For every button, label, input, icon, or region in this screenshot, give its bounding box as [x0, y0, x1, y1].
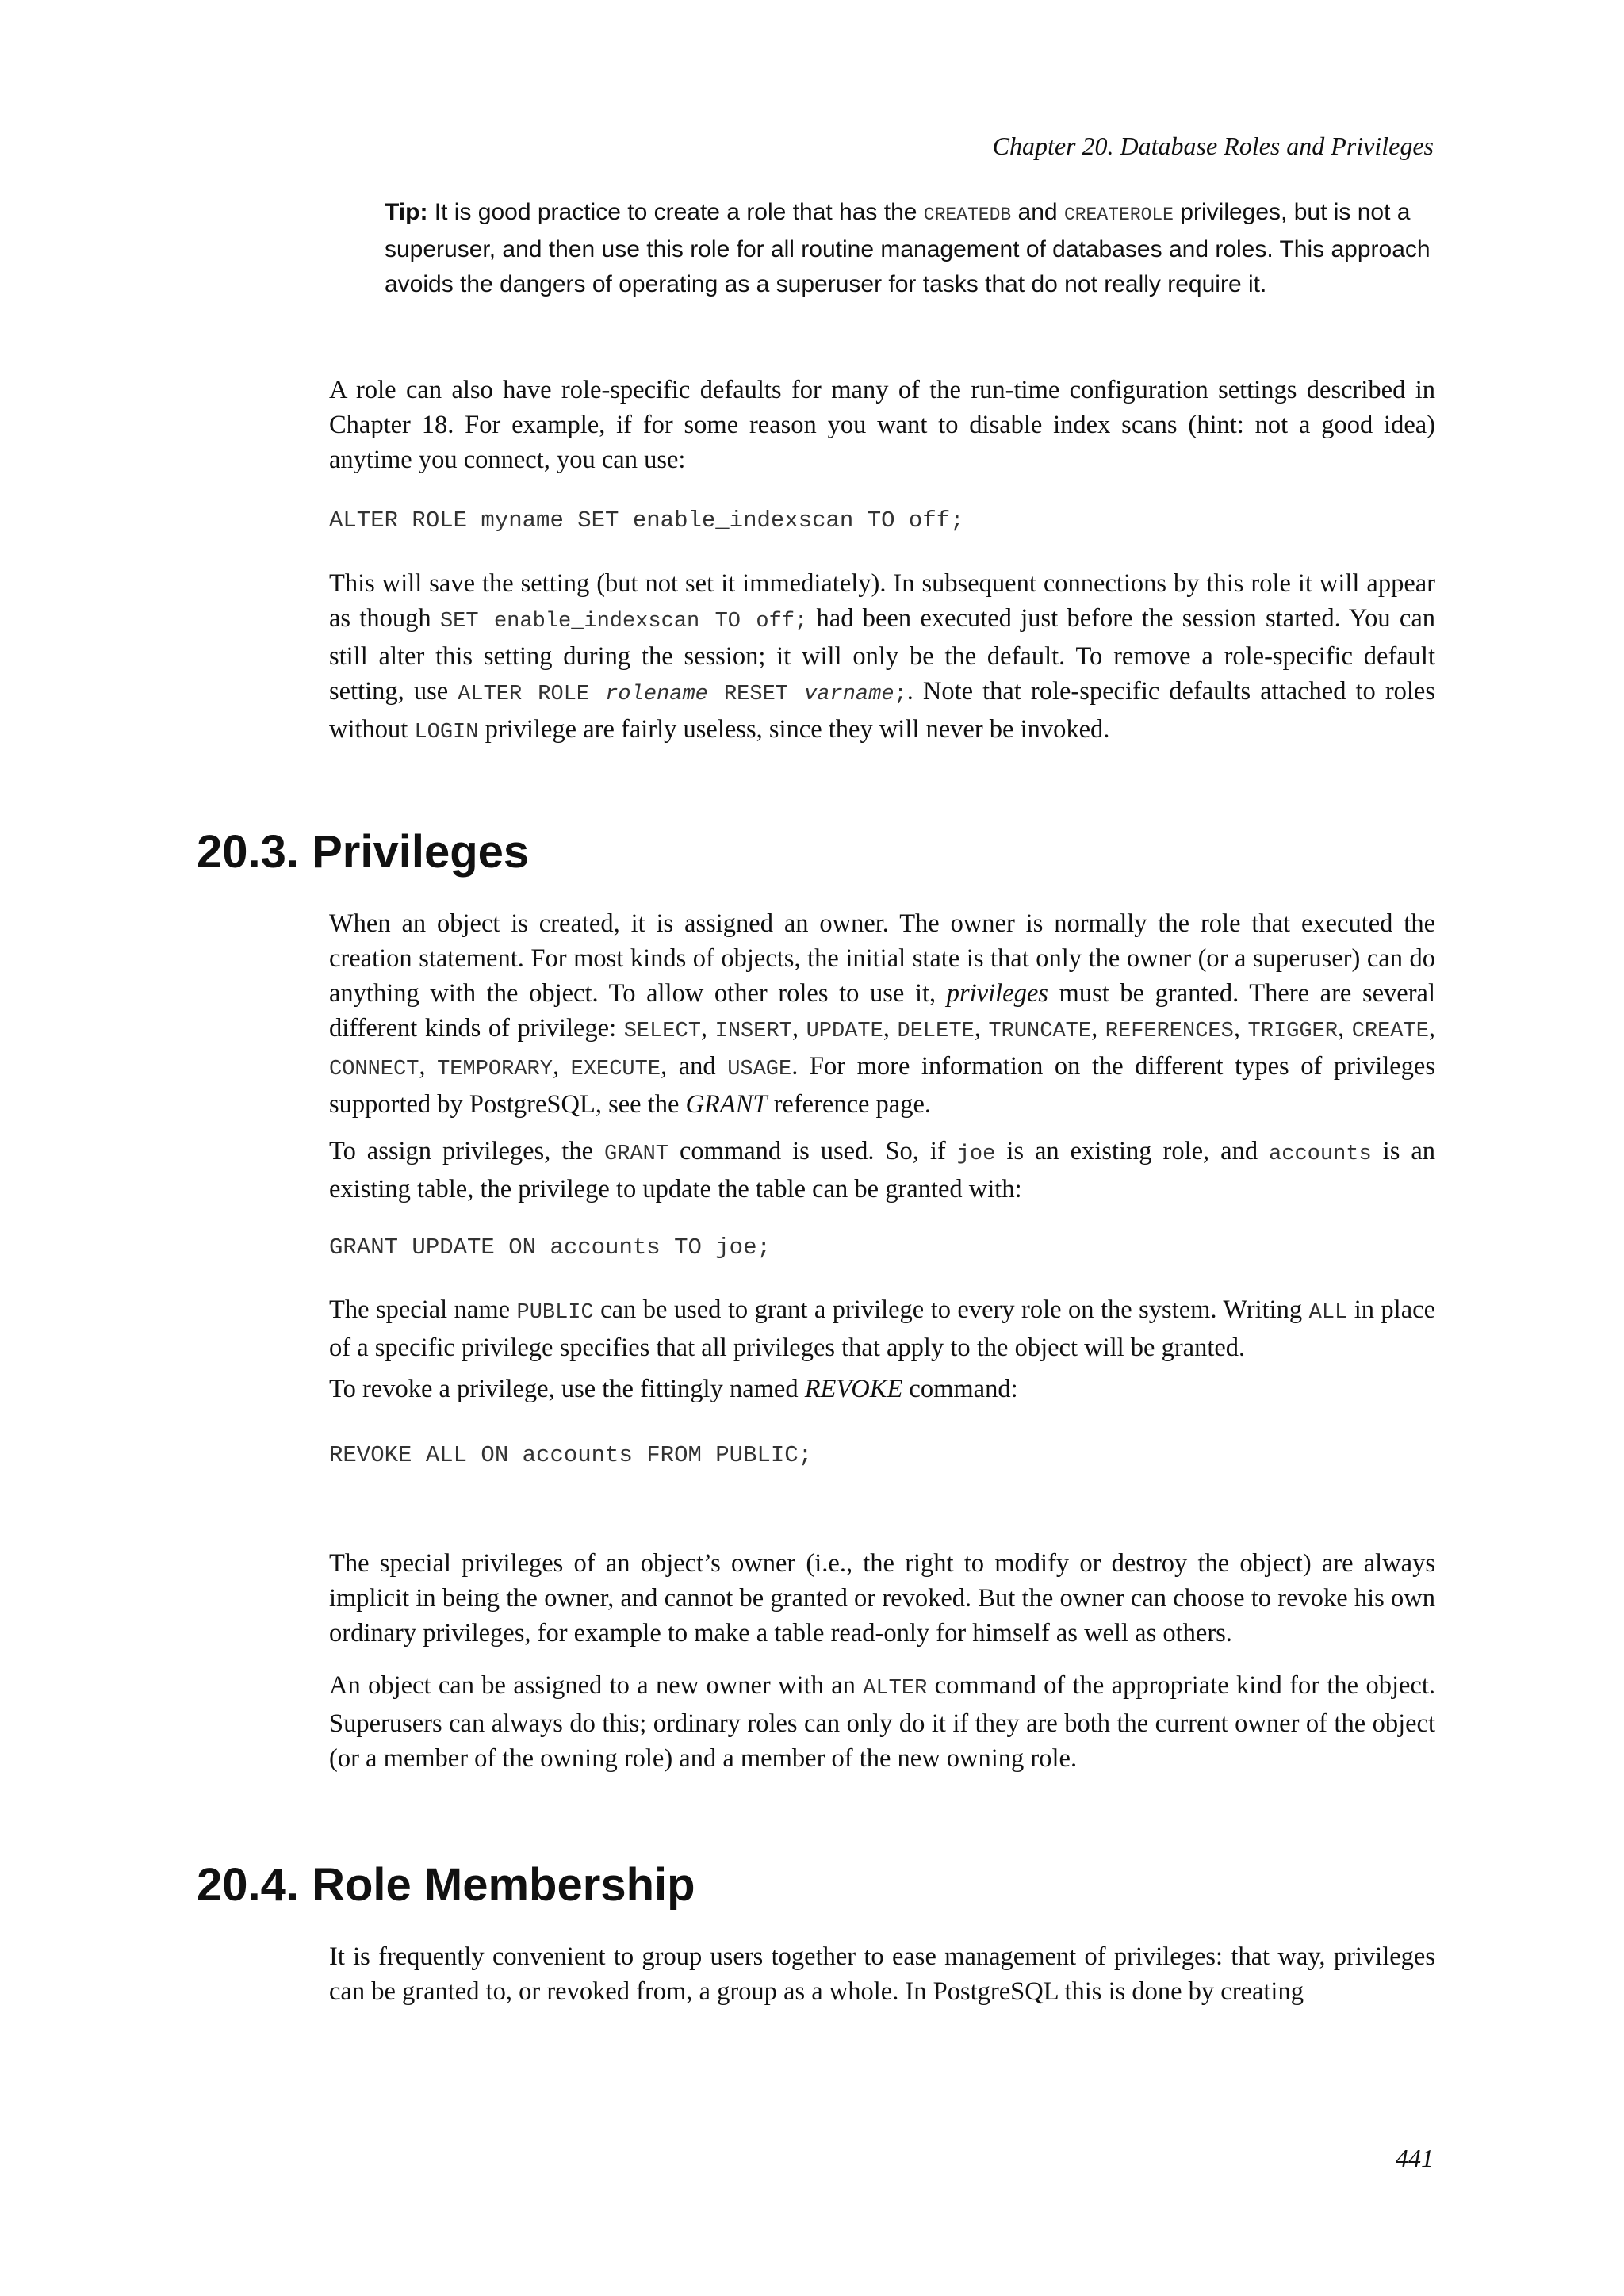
code-alter-role: ALTER ROLE myname SET enable_indexscan TO off; — [329, 507, 964, 534]
paragraph-new-owner: An object can be assigned to a new owner with an ALTER command of the appropriate kind for the object. Superusers can always do this; ordinary roles can only do it if they are both the current owner of the object (or a member of the owning role) and a member of the new owning role. — [329, 1671, 1435, 1773]
paragraph-setting-effect: This will save the setting (but not set it immediately). In subsequent connections by this role it will appear as though SET enable_indexscan TO off; had been executed just before the session started. You can still alter this setting during the session; it will only be the default. To remove a role-specific default setting, use ALTER ROLE rolename RESET varname;. Note that role-specific defaults attached to roles without LOGIN privilege are fairly useless, since they will never be invoked. — [329, 569, 1436, 744]
code-grant-update: GRANT UPDATE ON accounts TO joe; — [329, 1234, 771, 1261]
section-title-privileges: 20.3. Privileges — [197, 826, 530, 878]
section-title-role-membership: 20.4. Role Membership — [197, 1859, 695, 1911]
paragraph-role-defaults: A role can also have role-specific defaults for many of the run-time configuration settings described in Chapter 18. For example, if for some reason you want to disable index scans (hint: not a good idea) anytime you connect, you can use: — [329, 376, 1435, 474]
paragraph-revoke: To revoke a privilege, use the fittingly named REVOKE command: — [329, 1375, 1018, 1403]
tip-note: Tip: It is good practice to create a role that has the CREATEDB and CREATEROLE privileges, but is not a superuser, and then use this role for all routine management of databases and roles. This approach avoids the dangers of operating as a superuser for tasks that do not really require it. — [385, 199, 1431, 297]
paragraph-assign-privileges: To assign privileges, the GRANT command is used. So, if joe is an existing role, and accounts is an existing table, the privilege to update the table can be granted with: — [329, 1137, 1435, 1203]
code-revoke-all: REVOKE ALL ON accounts FROM PUBLIC; — [329, 1442, 813, 1468]
paragraph-owner-privileges: The special privileges of an object’s owner (i.e., the right to modify or destroy the object) are always implicit in being the owner, and cannot be granted or revoked. But the owner can choose to revoke his own ordinary privileges, for example to make a table read-only for himself as well as others. — [329, 1549, 1435, 1647]
paragraph-role-membership: It is frequently convenient to group users together to ease management of privileges: that way, privileges can be granted to, or revoked from, a group as a whole. In PostgreSQL this is done by creating — [329, 1942, 1435, 2006]
tip-label: Tip: — [385, 199, 428, 225]
paragraph-public: The special name PUBLIC can be used to grant a privilege to every role on the system. Writing ALL in place of a specific privilege specifies that all privileges that apply to the object will be granted. — [329, 1295, 1435, 1362]
running-header: Chapter 20. Database Roles and Privileges — [992, 132, 1434, 160]
page-number: 441 — [1396, 2144, 1434, 2172]
paragraph-privileges-intro: When an object is created, it is assigned an owner. The owner is normally the role that executed the creation statement. For most kinds of objects, the initial state is that only the owner (or a superuser) can do anything with the object. To allow other roles to use it, privileges must be granted. There are several different kinds of privilege: SELECT, INSERT, UPDATE, DELETE, TRUNCATE, REFERENCES, TRIGGER, CREATE, CONNECT, TEMPORARY, EXECUTE, and USAGE. For more information on the different types of privileges supported by PostgreSQL, see the GRANT reference page. — [329, 909, 1436, 1119]
